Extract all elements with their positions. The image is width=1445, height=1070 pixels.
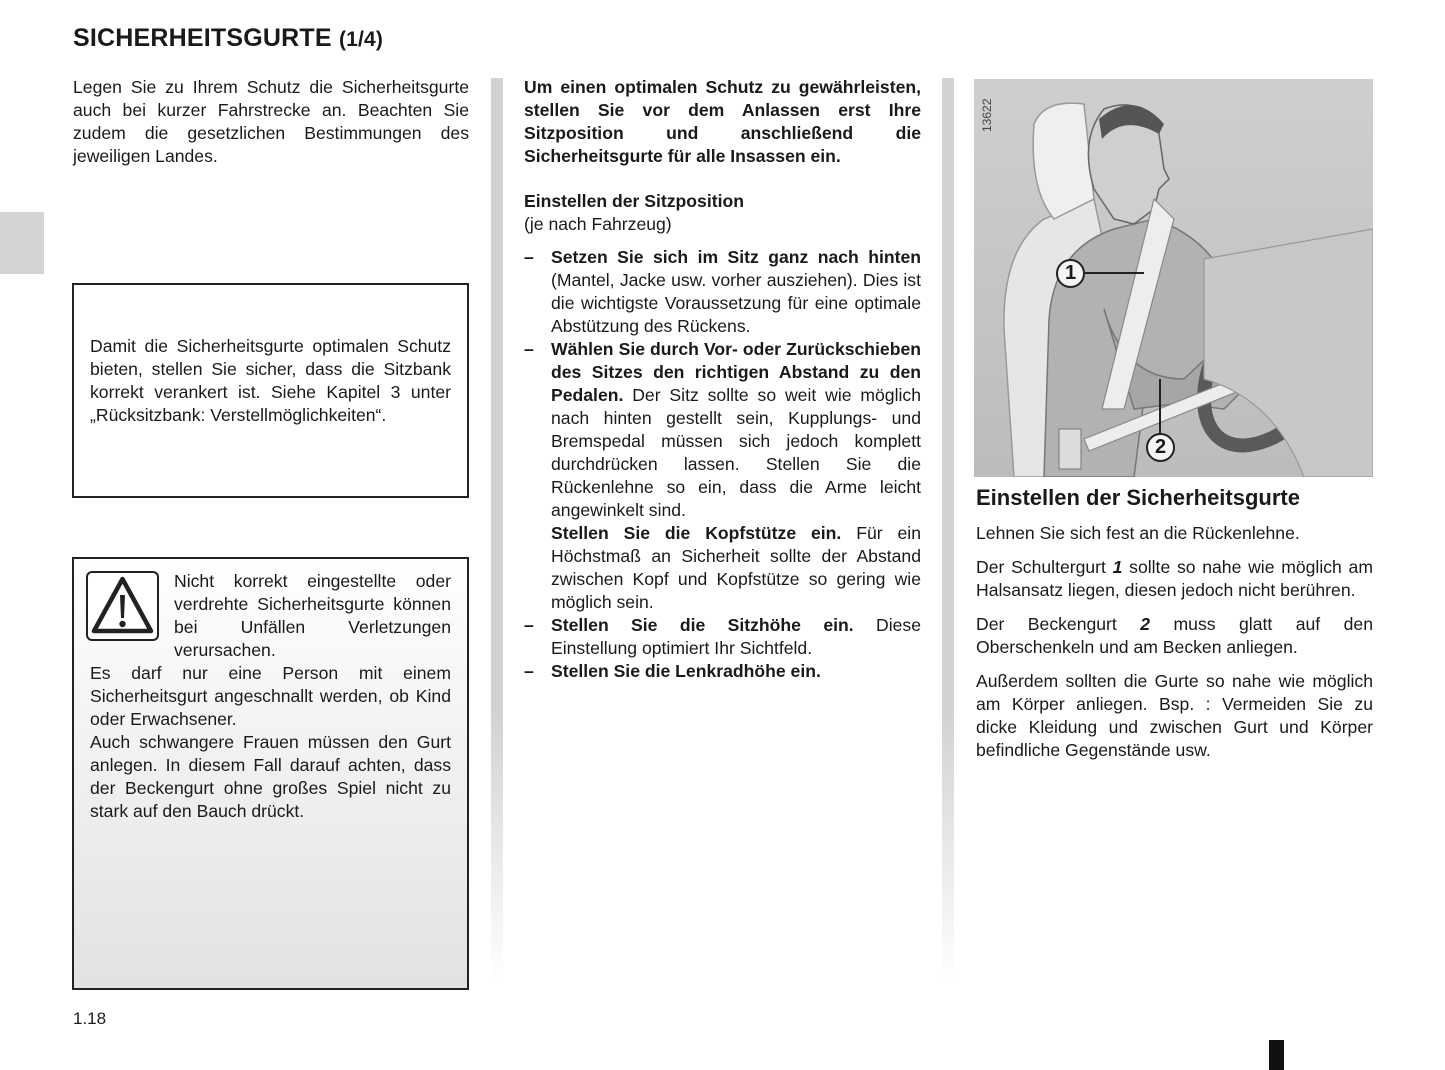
belt-paragraph-4: Außerdem sollten die Gurte so nahe wie möglich am Körper anliegen. Bsp. : Vermeiden Sie zu dicke Kleidung und zwischen Gurt und Körper befindliche Gegenstände usw.	[976, 671, 1373, 760]
list-item: – Stellen Sie die Lenkradhöhe ein.	[524, 661, 821, 681]
seat-adjust-column	[524, 76, 921, 683]
warning-text-3: Auch schwangere Frauen müssen den Gurt anlegen. In diesem Fall darauf achten, dass der Beckengurt ohne großes Spiel nicht zu stark auf den Bauch drückt.	[90, 732, 451, 821]
callout-1: 1	[1056, 259, 1085, 288]
belt-paragraph-2: Der Schultergurt 1 sollte so nahe wie möglich am Halsansatz liegen, diesen jedoch nicht berühren.	[976, 557, 1373, 600]
column-divider-right	[942, 78, 954, 983]
page-number: 1.18	[73, 1009, 107, 1028]
figure-id: 13622	[980, 98, 994, 132]
warning-text-1: Nicht korrekt eingestellte oder verdrehte Sicherheitsgurte können bei Unfällen Verletzungen verursachen.	[174, 571, 451, 660]
warning-text-2: Es darf nur eine Person mit einem Sicherheitsgurt angeschnallt werden, ob Kind oder Erwachsener.	[90, 663, 451, 729]
warning-box	[72, 557, 469, 990]
title-sub: (1/4)	[338, 28, 384, 51]
section-subtitle: (je nach Fahrzeug)	[524, 214, 672, 234]
intro-column	[73, 76, 469, 168]
headrest-paragraph: Stellen Sie die Kopfstütze ein. Für ein Höchstmaß an Sicherheit sollte der Abstand zwischen Kopf und Kopfstütze so gering wie möglich sein.	[551, 523, 921, 612]
note-text: Damit die Sicherheitsgurte optimalen Schutz bieten, stellen Sie sicher, dass die Sitzbank korrekt verankert ist. Siehe Kapitel 3 unter „Rücksitzbank: Verstellmöglichkeiten“.	[90, 336, 451, 425]
note-box	[72, 283, 469, 498]
callout-2: 2	[1146, 433, 1175, 462]
chapter-tab	[0, 212, 44, 274]
section-title: Einstellen der Sitzposition	[524, 191, 744, 211]
belt-paragraph-3: Der Beckengurt 2 muss glatt auf den Oberschenkeln und am Becken anliegen.	[976, 614, 1373, 657]
seatbelt-illustration	[974, 79, 1373, 477]
list-item: – Stellen Sie die Sitzhöhe ein. Diese Einstellung optimiert Ihr Sichtfeld.	[524, 615, 921, 658]
belt-adjust-column	[976, 522, 1373, 773]
page-marker	[1269, 1040, 1284, 1070]
list-item: – Wählen Sie durch Vor- oder Zurückschieben des Sitzes den richtigen Abstand zu den Pedalen. Der Sitz sollte so weit wie möglich nach hinten gestellt sein, Kupplungs- und Bremspedal müssen sich jedoch komplett durchdrücken lassen. Stellen Sie die Rückenlehne so ein, dass die Arme leicht angewinkelt sind.	[524, 339, 921, 520]
title-main: SICHERHEITSGURTE	[73, 24, 332, 52]
belt-paragraph-1: Lehnen Sie sich fest an die Rückenlehne.	[976, 523, 1300, 543]
warning-text	[90, 570, 451, 823]
column-divider-left	[491, 78, 503, 983]
section-heading: Einstellen der Sicherheitsgurte	[976, 485, 1300, 510]
list-item: – Setzen Sie sich im Sitz ganz nach hinten (Mantel, Jacke usw. vorher ausziehen). Dies ist die wichtigste Voraussetzung für eine optimale Abstützung des Rückens.	[524, 247, 921, 336]
lead-paragraph: Um einen optimalen Schutz zu gewährleisten, stellen Sie vor dem Anlassen erst Ihre Sitzposition und anschließend die Sicherheitsgurte für alle Insassen ein.	[524, 77, 921, 166]
intro-paragraph: Legen Sie zu Ihrem Schutz die Sicherheitsgurte auch bei kurzer Fahrstrecke an. Beachten Sie zudem die gesetzlichen Bestimmungen des jeweiligen Landes.	[73, 77, 469, 166]
page-title	[73, 24, 383, 53]
